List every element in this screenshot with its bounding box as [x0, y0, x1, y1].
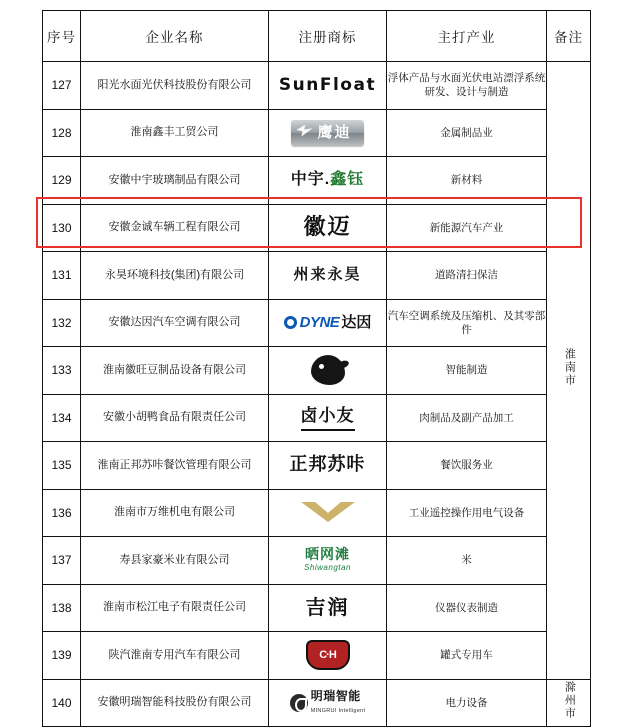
row-no: 139 [43, 632, 81, 680]
logo-text [291, 169, 364, 191]
row-trademark [269, 299, 387, 347]
table-header-row [43, 11, 591, 62]
row-no: 127 [43, 62, 81, 110]
row-no: 131 [43, 252, 81, 300]
row-industry: 道路清扫保洁 [387, 252, 547, 300]
row-trademark [269, 537, 387, 585]
row-no: 134 [43, 394, 81, 442]
row-company-name: 陕汽淮南专用汽车有限公司 [81, 632, 269, 680]
row-no: 138 [43, 584, 81, 632]
row-trademark [269, 252, 387, 300]
logo-text-prefix: 中宇. [290, 171, 331, 189]
row-industry: 汽车空调系统及压缩机、及其零部件 [387, 299, 547, 347]
row-industry: 浮体产品与水面光伏电站漂浮系统研发、设计与制造 [387, 62, 547, 110]
note-label: 滁州市 [563, 680, 576, 720]
wanwei-logo [269, 492, 386, 534]
logo-text: 徽迈 [303, 214, 352, 240]
jirun-logo [269, 587, 386, 629]
row-company-name: 淮南徽旺豆制品设备有限公司 [81, 347, 269, 395]
zhongyu-xinyu-logo [269, 159, 386, 201]
row-industry: 智能制造 [387, 347, 547, 395]
row-company-name: 寿县家豪米业有限公司 [81, 537, 269, 585]
table-body [43, 62, 591, 727]
huiwang-blob-logo [269, 349, 386, 391]
row-note-huainan [547, 62, 591, 680]
sunfloat-logo [269, 64, 386, 106]
dyne-logo [269, 302, 386, 344]
zhoulai-yonghao-logo [269, 254, 386, 296]
logo-text: 吉润 [305, 595, 350, 620]
row-trademark [269, 632, 387, 680]
row-no: 136 [43, 489, 81, 537]
row-no: 133 [43, 347, 81, 395]
row-company-name: 永昊环境科技(集团)有限公司 [81, 252, 269, 300]
column-header-industry: 主打产业 [387, 11, 547, 62]
table-row-highlighted [43, 204, 591, 252]
yingdi-logo [269, 112, 386, 154]
luxiaoyou-logo [269, 397, 386, 439]
row-no: 129 [43, 157, 81, 205]
shiwangtan-logo [269, 539, 386, 581]
row-industry: 工业遥控操作用电气设备 [387, 489, 547, 537]
table-row [43, 157, 591, 205]
row-no: 128 [43, 109, 81, 157]
row-industry: 餐饮服务业 [387, 442, 547, 490]
row-company-name: 淮南正邦苏咔餐饮管理有限公司 [81, 442, 269, 490]
row-trademark [269, 204, 387, 252]
table-row [43, 632, 591, 680]
row-trademark [269, 489, 387, 537]
row-trademark [269, 157, 387, 205]
table-row [43, 299, 591, 347]
row-company-name: 安徽明瑞智能科技股份有限公司 [81, 679, 269, 727]
row-trademark [269, 347, 387, 395]
row-no: 130 [43, 204, 81, 252]
row-trademark [269, 442, 387, 490]
column-header-no: 序号 [43, 11, 81, 62]
table-row [43, 394, 591, 442]
row-trademark [269, 394, 387, 442]
logo-text: 正邦苏咔 [289, 454, 366, 476]
table-row [43, 442, 591, 490]
row-company-name: 安徽小胡鸭食品有限责任公司 [81, 394, 269, 442]
logo-text-cn: 明瑞智能 [310, 689, 361, 704]
blob-shape-icon [311, 355, 345, 385]
logo-text: SunFloat [278, 74, 377, 95]
row-company-name: 安徽金诚车辆工程有限公司 [81, 204, 269, 252]
table-row [43, 109, 591, 157]
row-company-name: 安徽达因汽车空调有限公司 [81, 299, 269, 347]
row-no: 132 [43, 299, 81, 347]
shaanqi-shield-logo [269, 634, 386, 676]
table-row [43, 252, 591, 300]
table-row [43, 347, 591, 395]
logo-text-en: Shiwangtan [304, 563, 351, 573]
row-trademark [269, 109, 387, 157]
row-company-name: 阳光水面光伏科技股份有限公司 [81, 62, 269, 110]
logo-text-group [304, 547, 351, 574]
logo-text-group [311, 690, 366, 715]
table-row [43, 584, 591, 632]
huimai-logo [269, 207, 386, 249]
note-label: 淮南市 [563, 348, 576, 388]
logo-text-cn: 晒网滩 [305, 545, 350, 562]
row-trademark [269, 679, 387, 727]
column-header-note: 备注 [547, 11, 591, 62]
table-header [43, 11, 591, 62]
logo-text: 卤小友 [301, 405, 355, 431]
column-header-trademark: 注册商标 [269, 11, 387, 62]
logo-text-highlight: 鑫钰 [330, 171, 365, 189]
logo-text-cn: 达因 [341, 313, 372, 331]
table-row [43, 62, 591, 110]
row-trademark [269, 62, 387, 110]
row-industry: 金属制品业 [387, 109, 547, 157]
row-no: 137 [43, 537, 81, 585]
row-company-name: 淮南鑫丰工贸公司 [81, 109, 269, 157]
row-industry: 新能源汽车产业 [387, 204, 547, 252]
logo-text: 州来永昊 [293, 266, 362, 284]
enterprise-registry-table [42, 10, 591, 727]
row-company-name: 淮南市松江电子有限责任公司 [81, 584, 269, 632]
swirl-icon [290, 694, 308, 712]
row-industry: 肉制品及副产品加工 [387, 394, 547, 442]
logo-text-en: MINGRUI Intelligent [310, 707, 366, 714]
column-header-name: 企业名称 [81, 11, 269, 62]
row-no: 135 [43, 442, 81, 490]
table-row [43, 679, 591, 727]
logo-text-en: DYNE [299, 313, 340, 331]
chevron-shape-icon [301, 500, 355, 526]
row-industry: 罐式专用车 [387, 632, 547, 680]
row-industry: 电力设备 [387, 679, 547, 727]
row-company-name: 安徽中宇玻璃制品有限公司 [81, 157, 269, 205]
mingrui-logo [269, 682, 386, 724]
logo-text: 鹰迪 [291, 120, 363, 146]
row-trademark [269, 584, 387, 632]
row-no: 140 [43, 679, 81, 727]
logo-text: C·H [319, 648, 336, 661]
zhengbang-suka-logo [269, 444, 386, 486]
table-row [43, 537, 591, 585]
row-company-name: 淮南市万维机电有限公司 [81, 489, 269, 537]
table-row [43, 489, 591, 537]
row-note-chuzhou [547, 679, 591, 727]
row-industry: 米 [387, 537, 547, 585]
row-industry: 仪器仪表制造 [387, 584, 547, 632]
dyne-circle-icon [284, 316, 297, 329]
shield-icon [306, 640, 350, 670]
row-industry: 新材料 [387, 157, 547, 205]
